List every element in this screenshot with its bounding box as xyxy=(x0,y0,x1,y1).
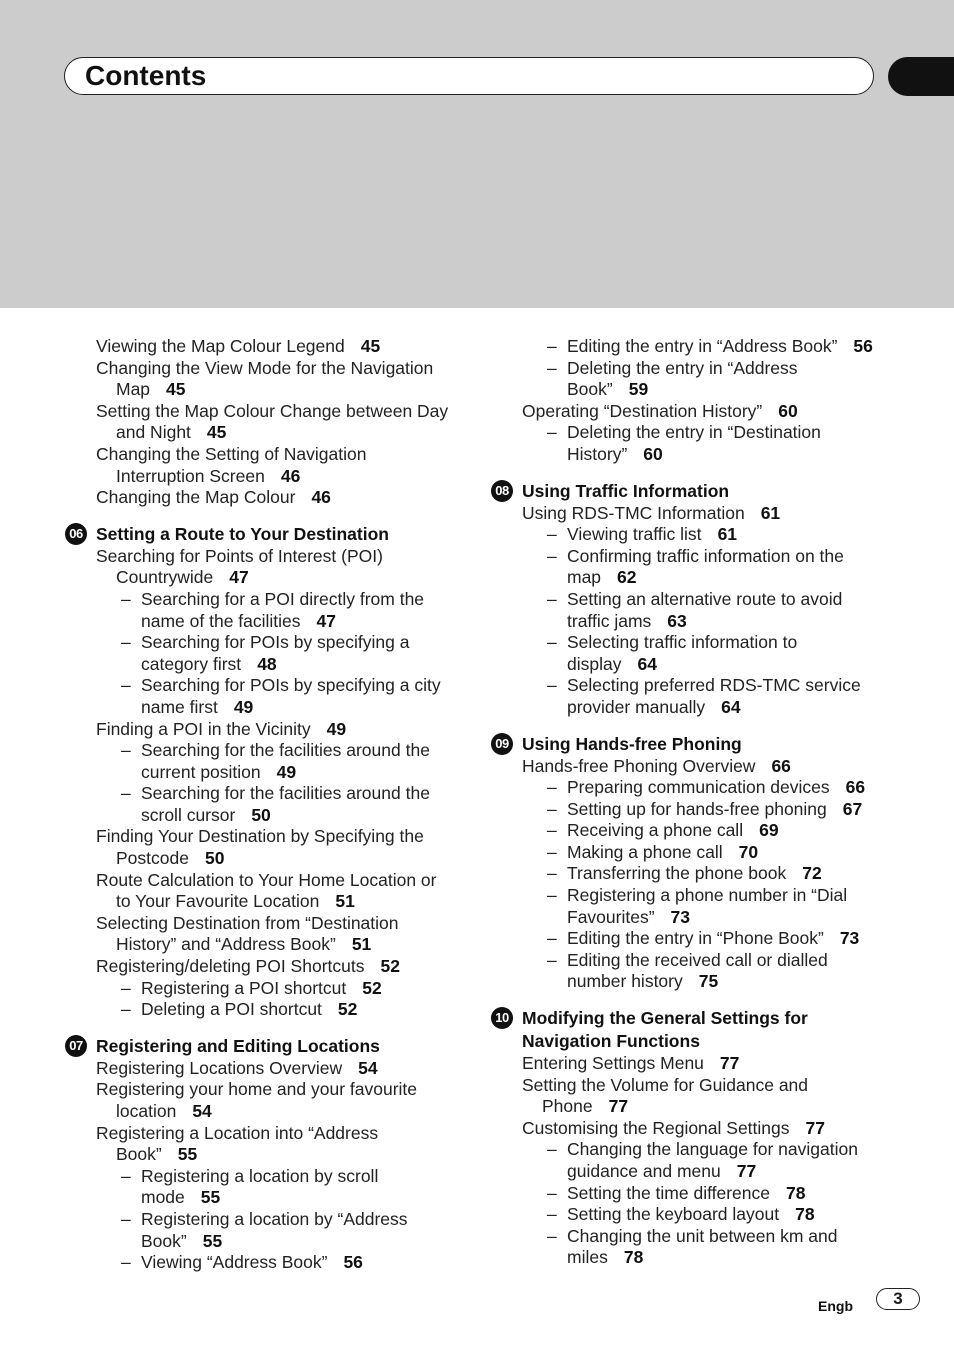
toc-entry-continued[interactable] xyxy=(63,1144,443,1166)
page-ref: 54 xyxy=(358,1057,378,1078)
entry-text: Receiving a phone call xyxy=(567,820,744,841)
toc-subentry[interactable] xyxy=(63,999,443,1021)
toc-subentry[interactable] xyxy=(63,675,443,697)
toc-section-heading[interactable] xyxy=(63,523,443,546)
entry-text: Registering a location by scroll xyxy=(141,1165,379,1186)
entry-text: Setting the time difference xyxy=(567,1182,770,1203)
toc-subentry[interactable] xyxy=(489,524,869,546)
dash-bullet: – xyxy=(547,949,557,970)
entry-text: Preparing communication devices xyxy=(567,777,830,798)
toc-entry[interactable] xyxy=(489,1118,869,1140)
toc-entry-continued[interactable] xyxy=(63,379,443,401)
entry-text: display xyxy=(567,653,622,674)
toc-subentry[interactable] xyxy=(489,1204,869,1226)
page-ref: 46 xyxy=(311,487,331,508)
toc-entry[interactable] xyxy=(63,719,443,741)
dash-bullet: – xyxy=(121,588,131,609)
toc-group xyxy=(63,546,443,1021)
toc-group xyxy=(489,1053,869,1269)
toc-entry-continued[interactable] xyxy=(63,422,443,444)
entry-text: Selecting preferred RDS-TMC service xyxy=(567,675,861,696)
entry-text: Customising the Regional Settings xyxy=(522,1117,790,1138)
entry-text: scroll cursor xyxy=(141,804,236,825)
toc-subentry-continued[interactable] xyxy=(489,444,869,466)
toc-subentry[interactable] xyxy=(63,1252,443,1274)
page-ref: 52 xyxy=(380,956,400,977)
page-ref: 66 xyxy=(845,777,866,798)
entry-text: Searching for the facilities around the xyxy=(141,783,430,804)
toc-column-right xyxy=(489,336,873,1269)
toc-entry[interactable] xyxy=(63,546,443,568)
entry-text: location xyxy=(116,1101,177,1121)
dash-bullet: – xyxy=(121,740,131,761)
dash-bullet: – xyxy=(121,675,131,696)
entry-text: Finding a POI in the Vicinity xyxy=(96,718,311,739)
toc-entry[interactable] xyxy=(489,756,869,778)
entry-text: Using RDS-TMC Information xyxy=(522,502,745,523)
toc-subentry[interactable] xyxy=(489,358,869,380)
page-ref: 45 xyxy=(166,379,186,400)
dash-bullet: – xyxy=(121,783,131,804)
dash-bullet: – xyxy=(547,1225,557,1246)
toc-entry[interactable] xyxy=(63,336,443,358)
toc-subentry[interactable] xyxy=(489,885,869,907)
page-ref: 51 xyxy=(351,934,372,955)
page-ref: 56 xyxy=(853,336,873,356)
entry-text: Changing the View Mode for the Navigation xyxy=(96,357,434,378)
dash-bullet: – xyxy=(547,1204,557,1225)
entry-text: Registering Locations Overview xyxy=(96,1057,343,1078)
page-ref: 67 xyxy=(842,798,863,819)
page-ref: 64 xyxy=(721,696,741,717)
section-title: Using Hands-free Phoning xyxy=(522,733,742,754)
dash-bullet: – xyxy=(121,977,131,998)
entry-text: Transferring the phone book xyxy=(567,863,787,884)
toc-subentry-continued[interactable] xyxy=(489,971,869,993)
toc-subentry[interactable] xyxy=(63,1166,443,1188)
toc-group xyxy=(63,336,449,509)
toc-subentry[interactable] xyxy=(489,928,869,950)
entry-text: History” and “Address Book” xyxy=(116,934,336,955)
entry-text: provider manually xyxy=(567,696,706,717)
toc-subentry-continued[interactable] xyxy=(63,805,443,827)
toc-subentry-continued[interactable] xyxy=(63,1187,443,1209)
toc-subentry[interactable] xyxy=(489,863,869,885)
header-band xyxy=(0,0,954,308)
toc-entry-continued[interactable] xyxy=(63,466,443,488)
page-ref: 56 xyxy=(343,1252,363,1273)
entry-text: Setting the Map Colour Change between Day xyxy=(96,400,449,421)
toc-subentry[interactable] xyxy=(489,632,869,654)
section-number-badge: 08 xyxy=(491,480,513,502)
entry-text: Changing the Setting of Navigation xyxy=(96,443,367,464)
page-ref: 78 xyxy=(786,1182,806,1203)
page-number: 3 xyxy=(876,1288,920,1310)
entry-text: Viewing the Map Colour Legend xyxy=(96,336,345,356)
page-ref: 50 xyxy=(204,848,225,869)
toc-entry[interactable] xyxy=(63,1079,443,1101)
page-ref: 47 xyxy=(316,610,336,631)
entry-text: Book” xyxy=(141,1230,187,1251)
toc-section-heading[interactable] xyxy=(489,733,869,756)
toc-subentry[interactable] xyxy=(63,783,443,805)
entry-text: Viewing “Address Book” xyxy=(141,1252,328,1273)
toc-subentry-continued[interactable] xyxy=(489,654,869,676)
toc-subentry[interactable] xyxy=(489,422,869,444)
toc-entry-continued[interactable] xyxy=(63,848,443,870)
toc-entry-continued[interactable] xyxy=(63,567,443,589)
title-box xyxy=(64,57,874,95)
entry-text: Making a phone call xyxy=(567,841,723,862)
entry-text: Deleting the entry in “Destination xyxy=(567,422,821,443)
entry-text: to Your Favourite Location xyxy=(116,891,320,912)
toc-entry[interactable] xyxy=(63,358,443,380)
toc-subentry-continued[interactable] xyxy=(489,907,869,929)
toc-subentry[interactable] xyxy=(489,1183,869,1205)
page-ref: 49 xyxy=(233,696,254,717)
toc-subentry-continued[interactable] xyxy=(489,379,869,401)
toc-subentry[interactable] xyxy=(489,820,869,842)
page-ref: 72 xyxy=(802,863,822,884)
toc-group xyxy=(63,1058,443,1274)
page-ref: 48 xyxy=(257,653,277,674)
toc-entry[interactable] xyxy=(489,1053,869,1075)
toc-entry[interactable] xyxy=(63,956,443,978)
page-ref: 61 xyxy=(717,524,738,545)
entry-text: Selecting traffic information to xyxy=(567,632,798,653)
dash-bullet: – xyxy=(547,336,557,356)
page-ref: 70 xyxy=(738,841,759,862)
toc-subentry-continued[interactable] xyxy=(489,1161,869,1183)
section-tab xyxy=(888,57,954,96)
entry-text: Registering a location by “Address xyxy=(141,1208,408,1229)
toc-subentry-continued[interactable] xyxy=(63,762,443,784)
entry-text: Deleting a POI shortcut xyxy=(141,999,322,1020)
toc-subentry[interactable] xyxy=(63,632,443,654)
entry-text: Book” xyxy=(567,379,613,400)
toc-subentry-continued[interactable] xyxy=(63,611,443,633)
section-title: Registering and Editing Locations xyxy=(96,1035,380,1056)
toc-entry-continued[interactable] xyxy=(63,891,443,913)
section-number-badge: 10 xyxy=(491,1007,513,1029)
dash-bullet: – xyxy=(547,820,557,841)
toc-subentry[interactable] xyxy=(489,589,869,611)
toc-subentry[interactable] xyxy=(63,1209,443,1231)
toc-entry-continued[interactable] xyxy=(63,1101,443,1123)
page-ref: 46 xyxy=(280,465,301,486)
entry-text: Route Calculation to Your Home Location or xyxy=(96,869,437,890)
toc-group xyxy=(489,336,873,466)
entry-text: Setting the Volume for Guidance and xyxy=(522,1074,809,1095)
toc-subentry[interactable] xyxy=(489,950,869,972)
toc-subentry-continued[interactable] xyxy=(489,567,869,589)
page-ref: 78 xyxy=(623,1247,644,1268)
dash-bullet: – xyxy=(547,863,557,884)
entry-text: History” xyxy=(567,443,628,464)
toc-section-heading[interactable] xyxy=(489,480,869,503)
entry-text: Changing the Map Colour xyxy=(96,487,296,508)
entry-text: Registering a Location into “Address xyxy=(96,1122,379,1143)
entry-text: Selecting Destination from “Destination xyxy=(96,912,399,933)
toc-subentry[interactable] xyxy=(489,777,869,799)
dash-bullet: – xyxy=(547,632,557,653)
entry-text: map xyxy=(567,567,602,588)
toc-entry[interactable] xyxy=(489,401,869,423)
entry-text: Editing the entry in “Phone Book” xyxy=(567,928,824,949)
toc-subentry[interactable] xyxy=(489,546,869,568)
entry-text: Editing the received call or dialled xyxy=(567,949,828,970)
entry-text: Searching for POIs by specifying a city xyxy=(141,675,441,696)
toc-subentry[interactable] xyxy=(489,799,869,821)
page-ref: 60 xyxy=(778,400,798,421)
section-number-badge: 07 xyxy=(65,1035,87,1057)
entry-text: Changing the language for navigation xyxy=(567,1139,858,1160)
dash-bullet: – xyxy=(547,422,557,443)
toc-subentry-continued[interactable] xyxy=(489,1247,869,1269)
page-ref: 63 xyxy=(667,610,687,631)
page-ref: 66 xyxy=(771,755,791,776)
toc-subentry[interactable] xyxy=(489,842,869,864)
toc-subentry-continued[interactable] xyxy=(489,611,869,633)
toc-entry[interactable] xyxy=(489,1075,869,1097)
page-ref: 55 xyxy=(177,1144,198,1165)
page-ref: 52 xyxy=(337,999,358,1020)
toc-section-heading[interactable] xyxy=(489,1007,869,1053)
page-ref: 69 xyxy=(759,820,779,841)
toc-subentry-continued[interactable] xyxy=(63,1231,443,1253)
toc-subentry[interactable] xyxy=(489,1226,869,1248)
dash-bullet: – xyxy=(547,798,557,819)
entry-text: Registering a POI shortcut xyxy=(141,977,347,998)
toc-entry-continued[interactable] xyxy=(63,934,443,956)
page-ref: 45 xyxy=(206,422,227,443)
entry-text: Editing the entry in “Address Book” xyxy=(567,336,838,356)
dash-bullet: – xyxy=(121,999,131,1020)
entry-text: traffic jams xyxy=(567,610,652,631)
section-title-line2: Navigation Functions xyxy=(522,1031,700,1052)
entry-text: Setting the keyboard layout xyxy=(567,1204,780,1225)
page-ref: 73 xyxy=(670,906,690,927)
entry-text: Interruption Screen xyxy=(116,465,265,486)
dash-bullet: – xyxy=(547,524,557,545)
page-ref: 47 xyxy=(229,567,249,588)
section-title: Modifying the General Settings for xyxy=(522,1008,808,1029)
entry-text: Searching for the facilities around the xyxy=(141,740,430,761)
dash-bullet: – xyxy=(547,1182,557,1203)
toc-entry[interactable] xyxy=(489,503,869,525)
toc-subentry[interactable] xyxy=(63,589,443,611)
entry-text: Registering your home and your favourite xyxy=(96,1079,418,1100)
dash-bullet: – xyxy=(547,885,557,906)
entry-text: Finding Your Destination by Specifying the xyxy=(96,826,424,847)
toc-subentry[interactable] xyxy=(63,740,443,762)
entry-text: Setting up for hands-free phoning xyxy=(567,798,827,819)
page-ref: 77 xyxy=(608,1096,629,1117)
language-label: Engb xyxy=(818,1298,853,1314)
entry-text: name first xyxy=(141,696,218,717)
entry-text: miles xyxy=(567,1247,608,1268)
dash-bullet: – xyxy=(547,545,557,566)
page-ref: 61 xyxy=(760,502,781,523)
toc-entry[interactable] xyxy=(63,1058,443,1080)
dash-bullet: – xyxy=(547,841,557,862)
section-number-badge: 06 xyxy=(65,523,87,545)
page-ref: 75 xyxy=(698,971,719,992)
page-ref: 77 xyxy=(805,1117,825,1138)
dash-bullet: – xyxy=(121,632,131,653)
entry-text: Countrywide xyxy=(116,567,214,588)
toc-subentry[interactable] xyxy=(489,675,869,697)
entry-text: category first xyxy=(141,653,242,674)
dash-bullet: – xyxy=(547,1139,557,1160)
page-ref: 73 xyxy=(839,928,860,949)
entry-text: Hands-free Phoning Overview xyxy=(522,755,756,776)
dash-bullet: – xyxy=(547,675,557,696)
page-ref: 52 xyxy=(362,977,382,998)
entry-text: Registering a phone number in “Dial xyxy=(567,885,848,906)
page-ref: 59 xyxy=(628,379,649,400)
section-title: Setting a Route to Your Destination xyxy=(96,523,389,544)
toc-subentry[interactable] xyxy=(489,336,873,358)
page-ref: 55 xyxy=(200,1187,221,1208)
toc-column-left xyxy=(63,336,449,1274)
entry-text: Map xyxy=(116,379,151,400)
dash-bullet: – xyxy=(547,357,557,378)
page-ref: 78 xyxy=(795,1204,815,1225)
entry-text: Changing the unit between km and xyxy=(567,1225,838,1246)
entry-text: current position xyxy=(141,761,261,782)
entry-text: Deleting the entry in “Address xyxy=(567,357,798,378)
toc-subentry[interactable] xyxy=(63,978,443,1000)
page-ref: 51 xyxy=(335,891,355,912)
toc-entry[interactable] xyxy=(63,826,443,848)
entry-text: Book” xyxy=(116,1144,162,1165)
toc-entry[interactable] xyxy=(63,444,443,466)
section-title: Using Traffic Information xyxy=(522,480,730,501)
entry-text: Entering Settings Menu xyxy=(522,1053,704,1074)
toc-group xyxy=(489,756,869,994)
toc-subentry[interactable] xyxy=(489,1139,869,1161)
entry-text: Searching for a POI directly from the xyxy=(141,588,425,609)
entry-text: and Night xyxy=(116,422,191,443)
toc-entry[interactable] xyxy=(63,913,443,935)
entry-text: number history xyxy=(567,971,683,992)
page-ref: 49 xyxy=(276,761,297,782)
toc-subentry-continued[interactable] xyxy=(63,697,443,719)
entry-text: Operating “Destination History” xyxy=(522,400,763,421)
dash-bullet: – xyxy=(547,928,557,949)
dash-bullet: – xyxy=(121,1252,131,1273)
entry-text: Searching for POIs by specifying a xyxy=(141,632,410,653)
page-ref: 50 xyxy=(251,804,271,825)
toc-entry[interactable] xyxy=(63,487,443,509)
entry-text: Searching for Points of Interest (POI) xyxy=(96,545,383,566)
entry-text: Phone xyxy=(542,1096,593,1117)
page-title: Contents xyxy=(85,60,207,91)
entry-text: Confirming traffic information on the xyxy=(567,545,844,566)
page-ref: 45 xyxy=(360,336,381,356)
page-ref: 64 xyxy=(637,653,657,674)
toc-section-heading[interactable] xyxy=(63,1035,443,1058)
entry-text: guidance and menu xyxy=(567,1161,721,1181)
page-ref: 77 xyxy=(719,1053,740,1074)
entry-text: Setting an alternative route to avoid xyxy=(567,588,843,609)
dash-bullet: – xyxy=(547,777,557,798)
section-number-badge: 09 xyxy=(491,733,513,755)
toc-entry[interactable] xyxy=(63,870,443,892)
page-ref: 77 xyxy=(736,1161,757,1181)
page-ref: 62 xyxy=(617,567,637,588)
page-ref: 55 xyxy=(202,1230,223,1251)
toc-subentry-continued[interactable] xyxy=(63,654,443,676)
entry-text: name of the facilities xyxy=(141,610,301,631)
entry-text: Favourites” xyxy=(567,906,655,927)
toc-subentry-continued[interactable] xyxy=(489,697,869,719)
toc-entry[interactable] xyxy=(63,1123,443,1145)
entry-text: Postcode xyxy=(116,848,189,869)
dash-bullet: – xyxy=(547,588,557,609)
toc-entry-continued[interactable] xyxy=(489,1096,869,1118)
entry-text: mode xyxy=(141,1187,185,1208)
entry-text: Viewing traffic list xyxy=(567,524,702,545)
toc-entry[interactable] xyxy=(63,400,449,423)
page-ref: 54 xyxy=(192,1101,212,1121)
entry-text: Registering/deleting POI Shortcuts xyxy=(96,956,365,977)
page-ref: 60 xyxy=(643,443,663,464)
page-ref: 49 xyxy=(326,718,347,739)
dash-bullet: – xyxy=(121,1165,131,1186)
dash-bullet: – xyxy=(121,1208,131,1229)
toc-group xyxy=(489,503,869,719)
